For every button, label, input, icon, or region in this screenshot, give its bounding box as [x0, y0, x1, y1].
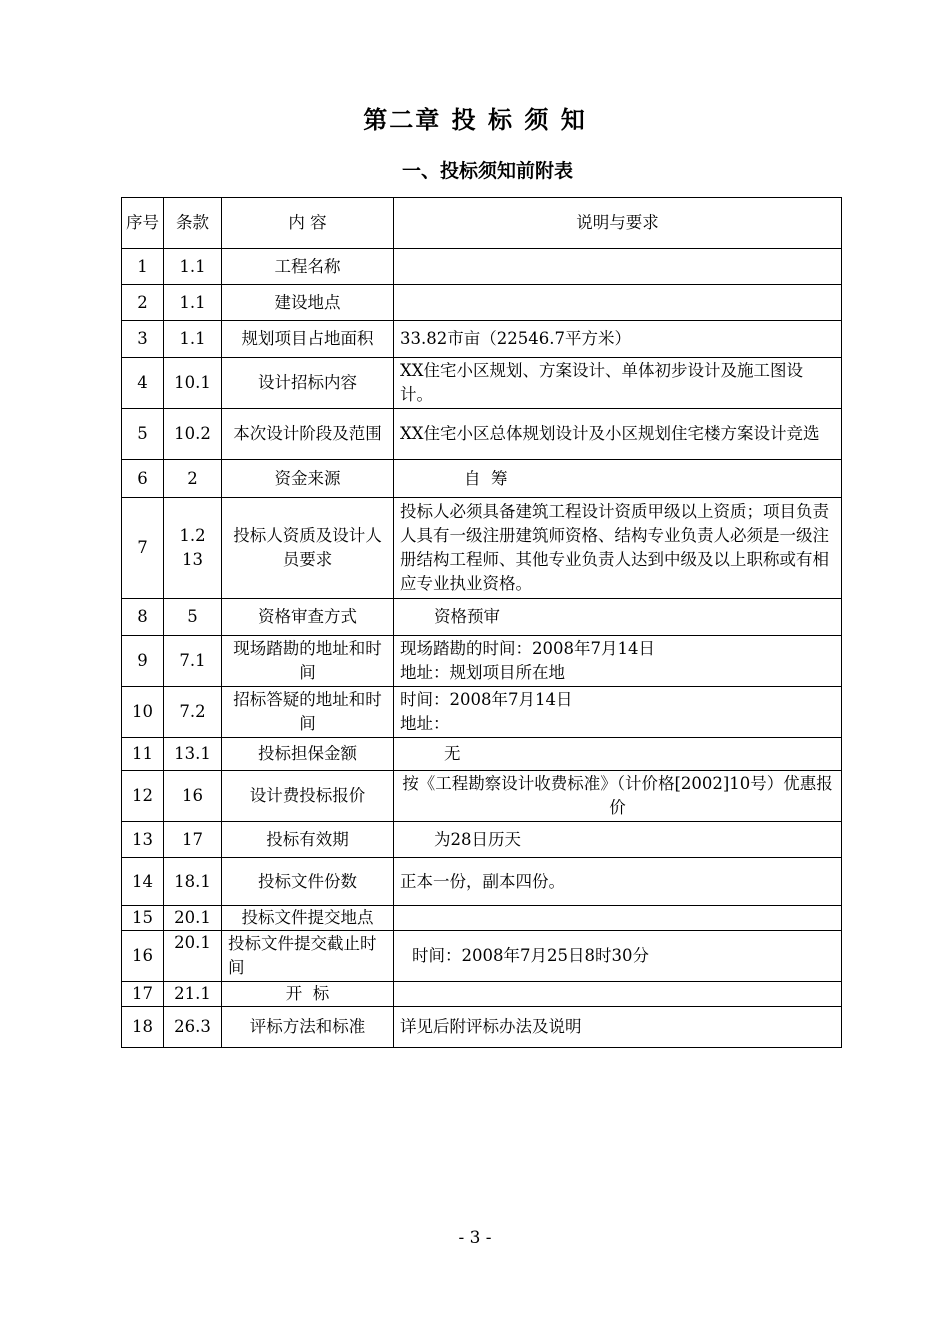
row-content: 规划项目占地面积: [222, 321, 394, 358]
header-no: 序号: [122, 198, 164, 249]
row-clause: 5: [164, 599, 222, 636]
table-row: [122, 738, 842, 771]
row-no: 1: [122, 249, 164, 285]
table-row: [122, 285, 842, 321]
row-description: 为28日历天: [394, 822, 842, 858]
row-content: 本次设计阶段及范围: [222, 409, 394, 460]
table-row: [122, 771, 842, 822]
row-clause: 7.2: [164, 687, 222, 738]
table-row: [122, 687, 842, 738]
header-clause: 条款: [164, 198, 222, 249]
row-description: 时间：2008年7月25日8时30分: [394, 931, 842, 982]
row-description: [394, 982, 842, 1007]
table-row: [122, 358, 842, 409]
row-clause: 1.1: [164, 321, 222, 358]
row-clause: 16: [164, 771, 222, 822]
row-no: 6: [122, 460, 164, 498]
row-description: [394, 249, 842, 285]
row-clause: 20.1: [164, 906, 222, 931]
row-clause: 20.1: [164, 931, 222, 982]
row-content: 现场踏勘的地址和时间: [222, 636, 394, 687]
row-no: 9: [122, 636, 164, 687]
row-no: 12: [122, 771, 164, 822]
row-content: 设计费投标报价: [222, 771, 394, 822]
page-number: - 3 -: [458, 1228, 492, 1248]
chapter-title: 第二章 投 标 须 知: [363, 106, 587, 134]
row-content: 投标文件份数: [222, 858, 394, 906]
row-content: 开 标: [222, 982, 394, 1007]
row-clause: 1.1: [164, 249, 222, 285]
row-clause: 13.1: [164, 738, 222, 771]
row-description: XX住宅小区规划、方案设计、单体初步设计及施工图设计。: [394, 358, 842, 409]
row-content: 资格审查方式: [222, 599, 394, 636]
row-no: 5: [122, 409, 164, 460]
row-clause: 18.1: [164, 858, 222, 906]
row-clause: 7.1: [164, 636, 222, 687]
row-clause: 21.1: [164, 982, 222, 1007]
row-no: 3: [122, 321, 164, 358]
table-row: [122, 982, 842, 1007]
row-no: 4: [122, 358, 164, 409]
row-description: 无: [394, 738, 842, 771]
row-content: 建设地点: [222, 285, 394, 321]
table-row: [122, 249, 842, 285]
row-clause: 1.1: [164, 285, 222, 321]
row-no: 13: [122, 822, 164, 858]
row-description: [394, 906, 842, 931]
row-no: 15: [122, 906, 164, 931]
row-content: 资金来源: [222, 460, 394, 498]
row-no: 7: [122, 498, 164, 599]
row-clause: 1.2 13: [164, 498, 222, 599]
header-description: 说明与要求: [394, 198, 842, 249]
row-no: 18: [122, 1007, 164, 1048]
table-row: [122, 636, 842, 687]
table-row: [122, 1007, 842, 1048]
row-description: 现场踏勘的时间：2008年7月14日 地址：规划项目所在地: [394, 636, 842, 687]
table-row: [122, 321, 842, 358]
row-content: 设计招标内容: [222, 358, 394, 409]
row-description: 资格预审: [394, 599, 842, 636]
row-no: 8: [122, 599, 164, 636]
row-clause: 2: [164, 460, 222, 498]
row-description: [394, 285, 842, 321]
row-content: 投标文件提交截止时间: [222, 931, 394, 982]
row-no: 14: [122, 858, 164, 906]
row-clause: 10.2: [164, 409, 222, 460]
row-description: 自 筹: [394, 460, 842, 498]
row-content: 工程名称: [222, 249, 394, 285]
row-no: 17: [122, 982, 164, 1007]
row-description: 按《工程勘察设计收费标准》（计价格[2002]10号）优惠报价: [394, 771, 842, 822]
row-content: 投标人资质及设计人员要求: [222, 498, 394, 599]
header-content: 内 容: [222, 198, 394, 249]
table-row: [122, 460, 842, 498]
row-clause: 10.1: [164, 358, 222, 409]
section-title: 一、投标须知前附表: [401, 160, 573, 182]
table-row: [122, 858, 842, 906]
table-header-row: [122, 198, 842, 249]
row-clause: 26.3: [164, 1007, 222, 1048]
table-row: [122, 498, 842, 599]
row-content: 评标方法和标准: [222, 1007, 394, 1048]
row-description: 投标人必须具备建筑工程设计资质甲级以上资质；项目负责人具有一级注册建筑师资格、结构专业负责人必须是一级注册结构工程师、其他专业负责人达到中级及以上职称或有相应专业执业资格。: [394, 498, 842, 599]
row-no: 10: [122, 687, 164, 738]
row-description: 33.82市亩（22546.7平方米）: [394, 321, 842, 358]
row-no: 2: [122, 285, 164, 321]
tender-notice-table: [121, 197, 842, 1048]
table-row: [122, 931, 842, 982]
row-clause: 17: [164, 822, 222, 858]
row-content: 投标有效期: [222, 822, 394, 858]
row-content: 投标文件提交地点: [222, 906, 394, 931]
row-content: 招标答疑的地址和时间: [222, 687, 394, 738]
row-description: 详见后附评标办法及说明: [394, 1007, 842, 1048]
row-description: XX住宅小区总体规划设计及小区规划住宅楼方案设计竞选: [394, 409, 842, 460]
row-content: 投标担保金额: [222, 738, 394, 771]
table-row: [122, 409, 842, 460]
table-row: [122, 599, 842, 636]
table-row: [122, 906, 842, 931]
row-no: 16: [122, 931, 164, 982]
table-row: [122, 822, 842, 858]
row-no: 11: [122, 738, 164, 771]
row-description: 正本一份，副本四份。: [394, 858, 842, 906]
row-description: 时间：2008年7月14日 地址：: [394, 687, 842, 738]
